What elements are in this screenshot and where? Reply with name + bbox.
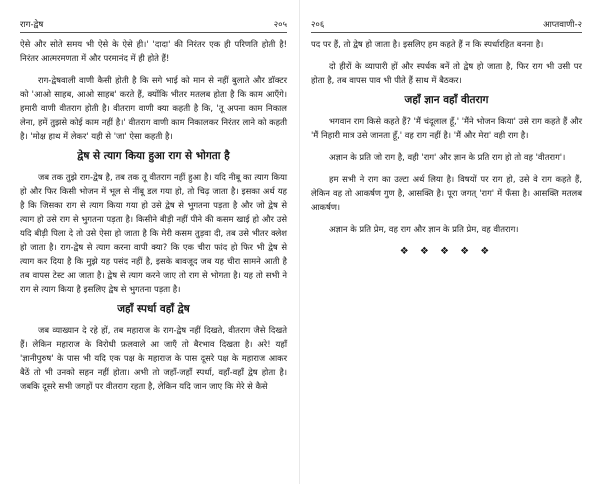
left-page-number: २०५ xyxy=(273,20,287,30)
paragraph: दो हीरों के व्यापारी हों और स्पर्धक बनें तो द्वेष हो जाता है, फिर राग भी उसी पर होता है, तब वापस पाव भी पीते हैं साथ में बैठकर। xyxy=(311,61,582,85)
paragraph: राग-द्वेषवाली वाणी कैसी होती है कि सगे भाई को मान से नहीं बुलाते और डॉक्टर को 'आओ साहब, आओ साहब' करते हैं, क्योंकि भीतर मतलब होता है कि काम आएँगे। हमारी वाणी वीतराग होती है। वीतराग वाणी क्या कहती है कि, 'तू अपना काम निकाल लेना, हमें तुझसे कोई काम नहीं है।' वीतराग वाणी काम निकालकर निरंतर लाने को कहती है। 'मोक्ष हाथ में लेकर' यही से 'जा' ऐसा कहती है। xyxy=(20,75,287,141)
right-running-title: आप्तवाणी-२ xyxy=(543,20,582,30)
paragraph: अज्ञान के प्रति प्रेम, वह राग और ज्ञान के प्रति प्रेम, वह वीतराग। xyxy=(329,224,519,234)
right-page xyxy=(299,0,598,484)
paragraph: ऐसे और सोते समय भी ऐसे के ऐसे ही।' 'दादा' की निरंतर एक ही परिणति होती है! निरंतर आत्मरमणता में और परमानंद में ही होते हैं! xyxy=(20,39,287,63)
paragraph: भगवान राग किसे कहते हैं? 'मैं चंदूलाल हूँ,' 'मैंने भोजन किया' उसे राग कहते हैं और 'मैं निहारी मात्र उसे जानता हूँ,' वह राग नहीं है। 'मैं और मेरा' वही राग है। xyxy=(311,116,582,140)
section-heading: जहाँ स्पर्धा वहाँ द्वेष xyxy=(117,303,190,315)
right-page-number: २०६ xyxy=(311,20,325,30)
left-running-title: राग-द्वेष xyxy=(20,20,44,30)
end-ornament: ❖ ❖ ❖ ❖ ❖ xyxy=(399,246,494,257)
paragraph: पद पर हैं, तो द्वेष हो जाता है। इसलिए हम कहते हैं न कि स्पर्धारहित बनना है। xyxy=(311,39,544,49)
paragraph: जब व्याख्यान दे रहे हों, तब महाराज के राग-द्वेष नहीं दिखते, वीतराग जैसे दिखते हैं। लेकिन महाराज के विरोधी फ़लवाले आ जाएँ तो बैरभाव दिखता है। अरे! यहाँ 'ज्ञानीपुरुष' के पास भी यदि एक पक्ष के महाराज के पास दूसरे पक्ष के महाराज आकर बैठें तो भी उनको सहन नहीं होता। अभी तो जहाँ-जहाँ स्पर्धा, वहाँ-वहाँ द्वेष होता है। जबकि दूसरे सभी जगहों पर वीतराग रहता है, लेकिन यदि जान जाए कि मेरे से कैसे xyxy=(20,325,287,391)
section-heading: जहाँ ज्ञान वहाँ वीतराग xyxy=(404,94,489,106)
left-page xyxy=(0,0,299,484)
section-heading: द्वेष से त्याग किया हुआ राग से भोगता है xyxy=(77,150,230,162)
paragraph: अज्ञान के प्रति जो राग है, वही 'राग' और ज्ञान के प्रति राग हो तो वह 'वीतराग'। xyxy=(329,152,566,162)
left-page-header xyxy=(20,10,287,33)
paragraph: जब तक तुझे राग-द्वेष है, तब तक तू वीतराग नहीं हुआ है। यदि नीबू का त्याग किया हो और फिर किसी भोजन में भूल से नींबू डल गया हो, तो चिढ़ जाता है। इसका अर्थ यह है कि जिसका राग से त्याग किया गया हो उसे द्वेष से भुगतना पड़ता है और जो द्वेष से त्याग हो उसे राग से भुगतना पड़ता है। किसीने बीड़ी नहीं पीने की कसम खाई हो और उसे यदि बीड़ी पिला दे तो उसे ऐसा हो जाता है कि मेरी कसम तुड़वा दी, तब उसे भीतर क्लेश हो जाता है। राग-द्वेष से त्याग करना वापी क्या? कि एक चीरा फांद हो फिर भी द्वेष से त्याग कर दिया है कि मुझे यह पसंद नहीं है, इसके बावजूद जब यह चीरा सामने आती है तब वापस टेस्ट आ जाता है। द्वेष से त्याग करने जाए तो राग से भोगता है। यह तो सभी ने राग से त्याग किया है इसलिए द्वेष से भुगतना पड़ता है। xyxy=(20,172,287,294)
paragraph: हम सभी ने राग का उल्टा अर्थ लिया है। विषयों पर राग हो, उसे वे राग कहते हैं, लेकिन वह तो आकर्षण गुण है, आसक्ति है। पूरा जगत् 'राग' में फँसा है। आसक्ति मतलब आकर्षण। xyxy=(311,174,582,212)
right-page-header xyxy=(311,10,582,33)
